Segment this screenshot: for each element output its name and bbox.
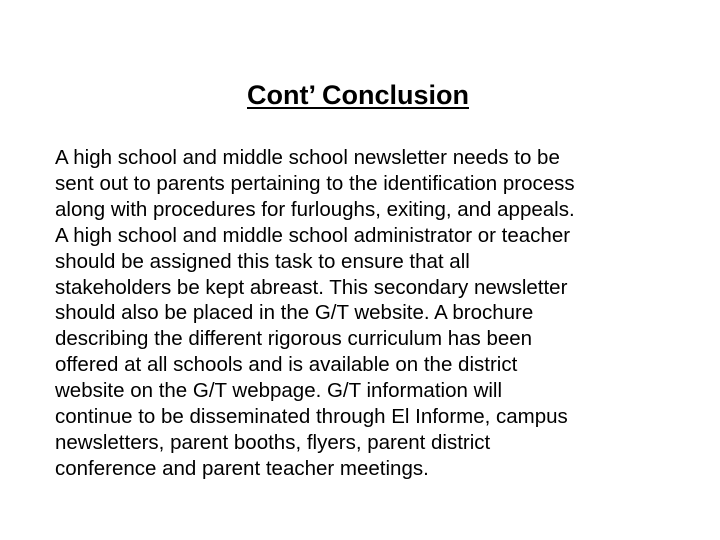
body-line: continue to be disseminated through El Informe, campus: [55, 405, 568, 429]
body-line: A high school and middle school newsletter needs to be: [55, 146, 560, 169]
body-line: along with procedures for furloughs, exiting, and appeals.: [55, 197, 575, 221]
body-line: website on the G/T webpage. G/T information will: [55, 379, 503, 403]
body-line: stakeholders be kept abreast. This secondary newsletter: [55, 275, 568, 299]
body-line: conference and parent teacher meetings.: [55, 456, 429, 480]
body-line: should be assigned this task to ensure that all: [55, 249, 470, 273]
slide-title-text: Cont’ Conclusion: [247, 80, 469, 110]
body-line: should also be placed in the G/T website. A brochure: [55, 301, 534, 325]
body-line: describing the different rigorous curriculum has been: [55, 327, 533, 351]
slide-title: [0, 80, 720, 111]
body-line: sent out to parents pertaining to the identification process: [55, 171, 575, 195]
body-line: newsletters, parent booths, flyers, parent district: [55, 430, 491, 454]
slide-body: [55, 145, 715, 482]
body-line: A high school and middle school administrator or teacher: [55, 223, 571, 247]
body-line: offered at all schools and is available on the district: [55, 353, 518, 377]
